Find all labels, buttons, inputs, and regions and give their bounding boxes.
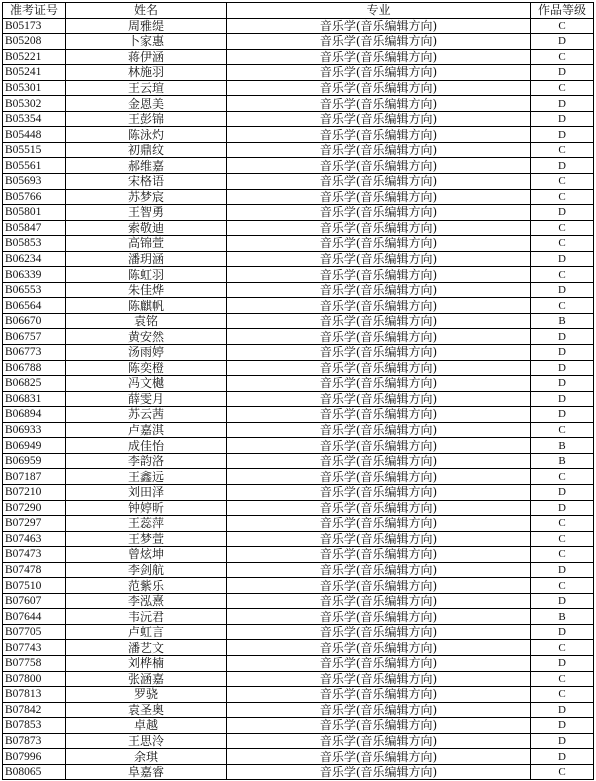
table-row [3,282,594,298]
major-cell: 音乐学(音乐编辑方向) [227,609,531,625]
table-row [3,267,594,283]
exam-id-cell: B06788 [3,360,66,376]
major-cell: 音乐学(音乐编辑方向) [227,329,531,345]
student-name-cell: 陈奕橙 [66,360,227,376]
student-name-cell: 李剑航 [66,562,227,578]
student-name-cell: 王云瑄 [66,80,227,96]
student-name-cell: 王彭锦 [66,111,227,127]
major-cell: 音乐学(音乐编辑方向) [227,80,531,96]
major-cell: 音乐学(音乐编辑方向) [227,624,531,640]
exam-id-cell: B06553 [3,282,66,298]
major-cell: 音乐学(音乐编辑方向) [227,469,531,485]
student-name-cell: 张涵嘉 [66,671,227,687]
major-cell: 音乐学(音乐编辑方向) [227,174,531,190]
exam-id-cell: B06234 [3,251,66,267]
exam-id-cell: B05853 [3,236,66,252]
major-cell: 音乐学(音乐编辑方向) [227,484,531,500]
major-cell: 音乐学(音乐编辑方向) [227,640,531,656]
exam-id-cell: B07705 [3,624,66,640]
table-row [3,764,594,780]
exam-id-cell: B05847 [3,220,66,236]
grade-cell: D [531,158,594,174]
student-name-cell: 苏梦宸 [66,189,227,205]
grade-cell: C [531,142,594,158]
student-name-cell: 阜嘉睿 [66,764,227,780]
major-cell: 音乐学(音乐编辑方向) [227,531,531,547]
exam-id-cell: B07473 [3,547,66,563]
student-name-cell: 王鑫远 [66,469,227,485]
student-name-cell: 袁圣奥 [66,702,227,718]
major-cell: 音乐学(音乐编辑方向) [227,749,531,765]
grade-cell: C [531,174,594,190]
table-row [3,205,594,221]
student-name-cell: 陈泳灼 [66,127,227,143]
table-row [3,593,594,609]
table-row [3,484,594,500]
grade-cell: C [531,49,594,65]
student-name-cell: 汤雨婷 [66,345,227,361]
table-row [3,500,594,516]
exam-id-cell: B07510 [3,578,66,594]
student-name-cell: 蒋伊涵 [66,49,227,65]
exam-id-cell: B05301 [3,80,66,96]
student-name-cell: 陈虹羽 [66,267,227,283]
exam-id-cell: B07290 [3,500,66,516]
exam-id-cell: B05221 [3,49,66,65]
grade-cell: C [531,189,594,205]
student-name-cell: 潘艺文 [66,640,227,656]
student-name-cell: 高锦萱 [66,236,227,252]
table-row [3,65,594,81]
table-row [3,345,594,361]
major-cell: 音乐学(音乐编辑方向) [227,764,531,780]
student-name-cell: 黄安然 [66,329,227,345]
exam-id-cell: B05801 [3,205,66,221]
grade-cell: D [531,484,594,500]
exam-id-cell: B05561 [3,158,66,174]
major-cell: 音乐学(音乐编辑方向) [227,578,531,594]
exam-id-cell: B06894 [3,407,66,423]
grade-cell: C [531,547,594,563]
student-name-cell: 刘田泽 [66,484,227,500]
exam-id-cell: B07758 [3,655,66,671]
major-cell: 音乐学(音乐编辑方向) [227,516,531,532]
grade-cell: D [531,624,594,640]
exam-id-cell: B06949 [3,438,66,454]
major-cell: 音乐学(音乐编辑方向) [227,702,531,718]
table-row [3,34,594,50]
student-name-cell: 陈麒帆 [66,298,227,314]
major-cell: 音乐学(音乐编辑方向) [227,562,531,578]
student-name-cell: 王智勇 [66,205,227,221]
table-row [3,142,594,158]
major-cell: 音乐学(音乐编辑方向) [227,65,531,81]
exam-id-cell: B07463 [3,531,66,547]
table-row [3,578,594,594]
grade-cell: D [531,329,594,345]
exam-id-cell: B06339 [3,267,66,283]
table-row [3,127,594,143]
grade-cell: D [531,718,594,734]
major-cell: 音乐学(音乐编辑方向) [227,687,531,703]
grade-cell: C [531,80,594,96]
major-cell: 音乐学(音乐编辑方向) [227,220,531,236]
table-row [3,49,594,65]
student-name-cell: 金恩美 [66,96,227,112]
table-row [3,298,594,314]
table-row [3,391,594,407]
exam-id-cell: B05354 [3,111,66,127]
exam-id-cell: B05241 [3,65,66,81]
table-row [3,96,594,112]
student-name-cell: 韦沅君 [66,609,227,625]
major-cell: 音乐学(音乐编辑方向) [227,127,531,143]
student-name-cell: 卢虹言 [66,624,227,640]
student-name-cell: 范紫乐 [66,578,227,594]
grade-cell: D [531,702,594,718]
student-name-cell: 朱佳烨 [66,282,227,298]
student-name-cell: 罗骁 [66,687,227,703]
exam-id-cell: B07873 [3,733,66,749]
grade-cell: D [531,500,594,516]
grade-cell: D [531,407,594,423]
major-cell: 音乐学(音乐编辑方向) [227,189,531,205]
exam-id-cell: B05448 [3,127,66,143]
student-name-cell: 卜家惠 [66,34,227,50]
major-cell: 音乐学(音乐编辑方向) [227,655,531,671]
exam-id-cell: B07813 [3,687,66,703]
table-header [3,3,594,19]
exam-id-cell: B05208 [3,34,66,50]
table-row [3,407,594,423]
grade-cell: C [531,267,594,283]
exam-id-cell: B05173 [3,18,66,34]
results-table [2,2,594,780]
grade-cell: C [531,578,594,594]
major-cell: 音乐学(音乐编辑方向) [227,251,531,267]
header-grade: 作品等级 [531,3,594,19]
table-row [3,702,594,718]
exam-id-cell: B06564 [3,298,66,314]
major-cell: 音乐学(音乐编辑方向) [227,593,531,609]
student-name-cell: 成佳怡 [66,438,227,454]
grade-cell: B [531,313,594,329]
student-name-cell: 苏云茜 [66,407,227,423]
table-row [3,174,594,190]
table-row [3,531,594,547]
student-name-cell: 索敬迪 [66,220,227,236]
exam-id-cell: B06959 [3,453,66,469]
exam-id-cell: B05766 [3,189,66,205]
grade-cell: D [531,345,594,361]
grade-cell: C [531,764,594,780]
major-cell: 音乐学(音乐编辑方向) [227,453,531,469]
table-row [3,547,594,563]
major-cell: 音乐学(音乐编辑方向) [227,500,531,516]
grade-cell: D [531,282,594,298]
table-row [3,733,594,749]
table-row [3,718,594,734]
major-cell: 音乐学(音乐编辑方向) [227,34,531,50]
table-row [3,18,594,34]
major-cell: 音乐学(音乐编辑方向) [227,733,531,749]
major-cell: 音乐学(音乐编辑方向) [227,96,531,112]
exam-id-cell: B07853 [3,718,66,734]
major-cell: 音乐学(音乐编辑方向) [227,376,531,392]
grade-cell: D [531,562,594,578]
table-row [3,329,594,345]
grade-cell: C [531,422,594,438]
grade-cell: C [531,531,594,547]
header-exam-id: 准考证号 [3,3,66,19]
student-name-cell: 袁铭 [66,313,227,329]
major-cell: 音乐学(音乐编辑方向) [227,438,531,454]
grade-cell: D [531,593,594,609]
student-name-cell: 王梦萱 [66,531,227,547]
exam-id-cell: B05515 [3,142,66,158]
table-row [3,111,594,127]
grade-cell: C [531,640,594,656]
grade-cell: D [531,65,594,81]
exam-id-cell: B07842 [3,702,66,718]
grade-cell: D [531,360,594,376]
major-cell: 音乐学(音乐编辑方向) [227,422,531,438]
table-row [3,687,594,703]
table-row [3,438,594,454]
exam-id-cell: B07743 [3,640,66,656]
exam-id-cell: B06670 [3,313,66,329]
exam-id-cell: B06831 [3,391,66,407]
student-name-cell: 刘桦楠 [66,655,227,671]
table-body [3,18,594,780]
header-name: 姓名 [66,3,227,19]
student-name-cell: 王思泠 [66,733,227,749]
table-row [3,469,594,485]
exam-id-cell: B06825 [3,376,66,392]
major-cell: 音乐学(音乐编辑方向) [227,267,531,283]
table-row [3,158,594,174]
grade-cell: B [531,453,594,469]
table-row [3,236,594,252]
student-name-cell: 潘玥涵 [66,251,227,267]
grade-cell: D [531,34,594,50]
student-name-cell: 王蕊萍 [66,516,227,532]
student-name-cell: 初鼎纹 [66,142,227,158]
table-row [3,220,594,236]
grade-cell: D [531,251,594,267]
grade-cell: C [531,298,594,314]
student-name-cell: 周雅缇 [66,18,227,34]
student-name-cell: 曾炫坤 [66,547,227,563]
student-name-cell: 薛雯月 [66,391,227,407]
major-cell: 音乐学(音乐编辑方向) [227,391,531,407]
major-cell: 音乐学(音乐编辑方向) [227,718,531,734]
table-row [3,376,594,392]
major-cell: 音乐学(音乐编辑方向) [227,671,531,687]
table-row [3,453,594,469]
table-row [3,251,594,267]
student-name-cell: 余琪 [66,749,227,765]
major-cell: 音乐学(音乐编辑方向) [227,18,531,34]
exam-id-cell: B05693 [3,174,66,190]
exam-id-cell: B07607 [3,593,66,609]
exam-id-cell: B06933 [3,422,66,438]
major-cell: 音乐学(音乐编辑方向) [227,547,531,563]
grade-cell: B [531,438,594,454]
major-cell: 音乐学(音乐编辑方向) [227,142,531,158]
grade-cell: D [531,376,594,392]
exam-id-cell: B07644 [3,609,66,625]
grade-cell: D [531,391,594,407]
student-name-cell: 郝维嘉 [66,158,227,174]
student-name-cell: 卓越 [66,718,227,734]
grade-cell: B [531,609,594,625]
table-row [3,624,594,640]
table-row [3,189,594,205]
exam-id-cell: B07996 [3,749,66,765]
grade-cell: C [531,236,594,252]
table-row [3,671,594,687]
grade-cell: D [531,749,594,765]
table-row [3,640,594,656]
grade-cell: C [531,516,594,532]
table-row [3,80,594,96]
table-row [3,516,594,532]
grade-cell: D [531,733,594,749]
grade-cell: C [531,469,594,485]
student-name-cell: 林施羽 [66,65,227,81]
exam-id-cell: B06773 [3,345,66,361]
grade-cell: D [531,205,594,221]
major-cell: 音乐学(音乐编辑方向) [227,298,531,314]
exam-id-cell: B06757 [3,329,66,345]
exam-id-cell: B07478 [3,562,66,578]
table-row [3,655,594,671]
table-row [3,749,594,765]
major-cell: 音乐学(音乐编辑方向) [227,313,531,329]
major-cell: 音乐学(音乐编辑方向) [227,158,531,174]
student-name-cell: 宋格语 [66,174,227,190]
exam-id-cell: B07187 [3,469,66,485]
major-cell: 音乐学(音乐编辑方向) [227,111,531,127]
grade-cell: D [531,96,594,112]
grade-cell: C [531,220,594,236]
exam-id-cell: B07297 [3,516,66,532]
table-row [3,422,594,438]
grade-cell: C [531,687,594,703]
student-name-cell: 李泓熹 [66,593,227,609]
grade-cell: C [531,671,594,687]
major-cell: 音乐学(音乐编辑方向) [227,49,531,65]
table-row [3,562,594,578]
exam-id-cell: B08065 [3,764,66,780]
table-row [3,360,594,376]
exam-id-cell: B07210 [3,484,66,500]
major-cell: 音乐学(音乐编辑方向) [227,345,531,361]
exam-id-cell: B07800 [3,671,66,687]
major-cell: 音乐学(音乐编辑方向) [227,205,531,221]
header-major: 专业 [227,3,531,19]
grade-cell: C [531,18,594,34]
major-cell: 音乐学(音乐编辑方向) [227,236,531,252]
student-name-cell: 冯文樾 [66,376,227,392]
exam-id-cell: B05302 [3,96,66,112]
table-row [3,313,594,329]
student-name-cell: 钟婷昕 [66,500,227,516]
grade-cell: D [531,127,594,143]
header-row [3,3,594,19]
major-cell: 音乐学(音乐编辑方向) [227,360,531,376]
student-name-cell: 李韵洛 [66,453,227,469]
grade-cell: D [531,111,594,127]
major-cell: 音乐学(音乐编辑方向) [227,407,531,423]
grade-cell: D [531,655,594,671]
table-row [3,609,594,625]
student-name-cell: 卢嘉淇 [66,422,227,438]
major-cell: 音乐学(音乐编辑方向) [227,282,531,298]
